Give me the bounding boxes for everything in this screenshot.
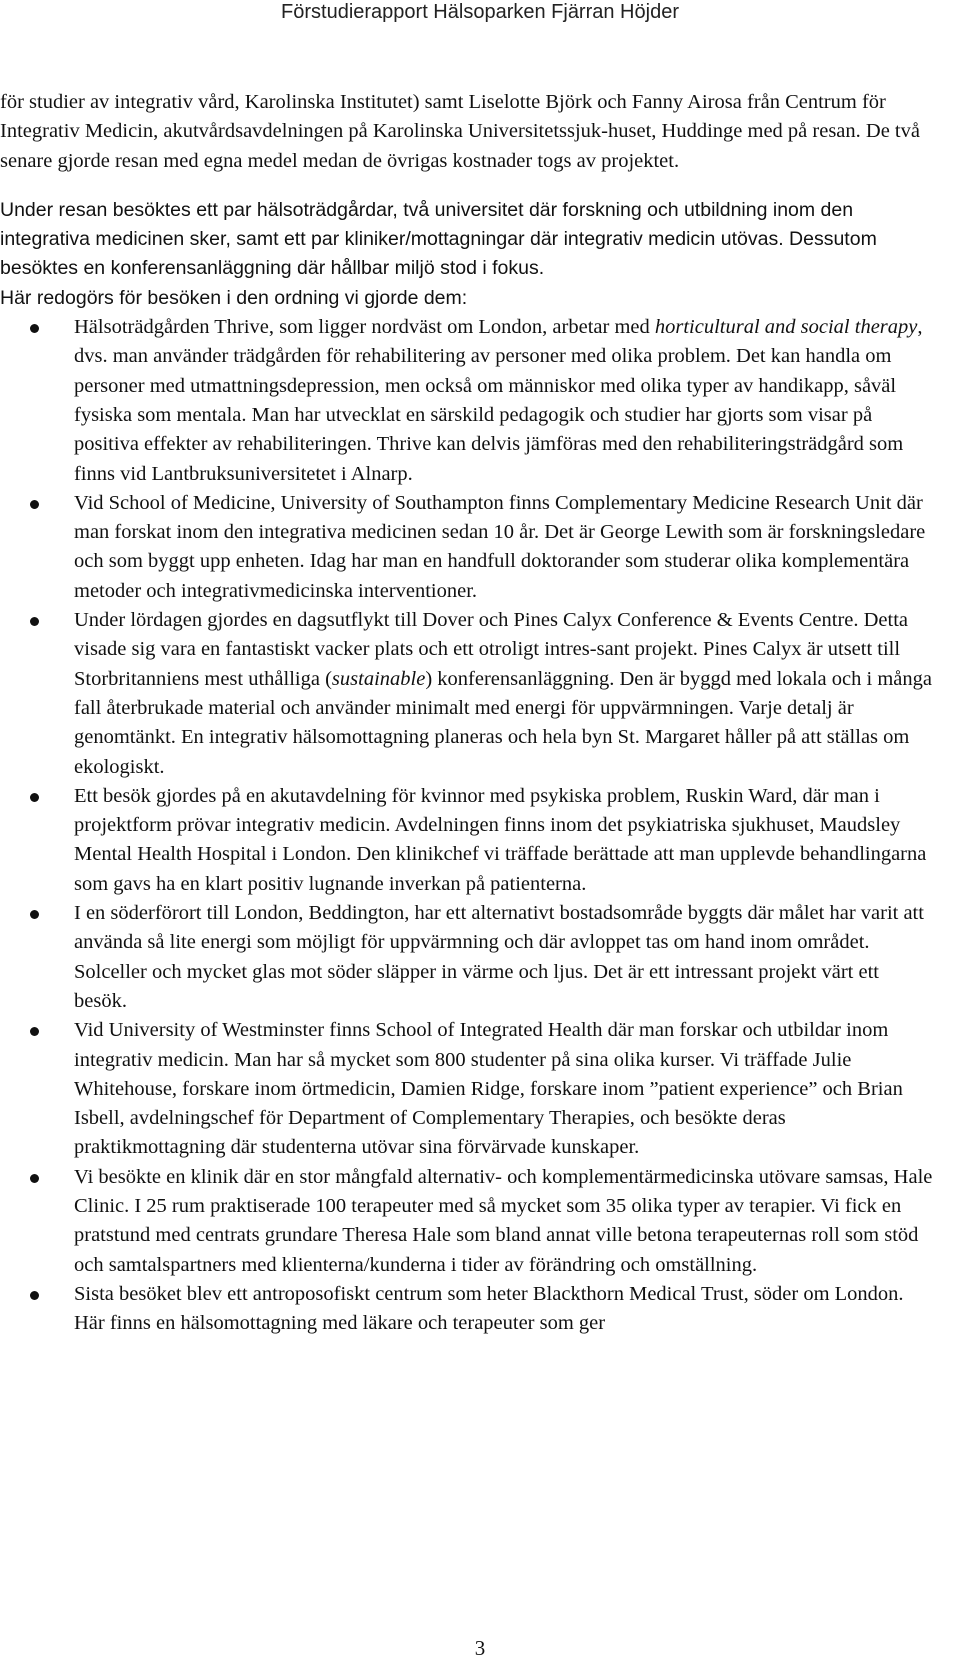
list-item (0, 606, 935, 782)
bullet-icon (30, 500, 39, 509)
list-item (0, 1016, 935, 1162)
emphasized-term: sustainable (331, 667, 426, 690)
bullet-icon (30, 617, 39, 626)
list-item-text: Under lördagen gjordes en dagsutflykt till Dover och Pines Calyx Conference & Events Centre. Detta visade sig vara en fantastiskt vacker plats och ett otroligt intres-sant projekt. Pines Calyx är utsett till Storbritanniens mest uthålliga ( (74, 609, 909, 690)
list-item (0, 489, 935, 606)
bullet-icon (30, 1291, 39, 1300)
body-text (0, 88, 935, 1338)
bullet-icon (30, 324, 39, 333)
list-item-text: , dvs. man använder trädgården för rehabilitering av personer med olika problem. Det kan handla om personer med utmattningsdepression, men också om människor med olika typer av handikapp, såväl fysiska som mentala. Man har utvecklat en särskild pedagogik och studier har gjorts som visar på positiva effekter av rehabiliteringen. Thrive kan delvis jämföras med den rehabiliteringsträdgård som finns vid Lantbruksuniversitetet i Alnarp. (74, 316, 923, 485)
paragraph-list-intro: Här redogörs för besöken i den ordning vi gjorde dem: (0, 286, 468, 309)
bullet-icon (30, 793, 39, 802)
list-item (0, 899, 935, 1016)
page-number: 3 (474, 1636, 486, 1660)
list-item-text: Ett besök gjordes på en akutavdelning för kvinnor med psykiska problem, Ruskin Ward, där man i projektform prövar integrativ medicin. Avdelningen finns inom det psykiatriska sjukhuset, Maudsley Mental Health Hospital i London. Den klinikchef vi träffade berättade att man upplevde behandlingarna som gavs ha en klart positiv lugnande inverkan på patienterna. (74, 784, 927, 895)
list-item-text: Vid University of Westminster finns School of Integrated Health där man forskar och utbildar inom integrativ medicin. Man har så mycket som 800 studenter på sina olika kurser. Vi träffade Julie Whitehouse, forskare inom örtmedicin, Damien Ridge, forskare inom ”patient experience” och Brian Isbell, avdelningschef för Department of Complementary Therapies, och besökte deras praktikmottagning där studenterna utövar sina förvärvade kunskaper. (74, 1019, 903, 1159)
list-item-text: Vid School of Medicine, University of Southampton finns Complementary Medicine Research Unit där man forskat inom den integrativa medicinen sedan 10 år. Det är George Lewith som är forskningsledare och som byggt upp enheten. Idag har man en handfull doktorander som studerar olika komplementära metoder och integrativmedicinska interventioner. (74, 491, 926, 602)
bullet-icon (30, 1027, 39, 1036)
list-item (0, 1280, 935, 1339)
visit-list (0, 313, 935, 1338)
bullet-icon (30, 910, 39, 919)
running-header: Förstudierapport Hälsoparken Fjärran Höjder (281, 1, 679, 23)
list-item (0, 782, 935, 899)
paragraph-spacer (0, 176, 935, 196)
list-item (0, 313, 935, 489)
paragraph-intro: för studier av integrativ vård, Karolinska Institutet) samt Liselotte Björk och Fanny Airosa från Centrum för Integrativ Medicin, akutvårdsavdelningen på Karolinska Universitetssjuk-huset, Huddinge med på resan. De två senare gjorde resan med egna medel medan de övrigas kostnader togs av projektet. (0, 91, 920, 172)
list-item (0, 1163, 935, 1280)
list-item-text: Hälsoträdgården Thrive, som ligger nordväst om London, arbetar med (74, 316, 655, 339)
list-item-text: ) konferensanläggning. Den är byggd med lokala och i många fall återbrukade material och använder minimalt med energi för uppvärmningen. Varje detalj är genomtänkt. En integrativ hälsomottagning planeras och hela byn St. Margaret håller på att ställas om ekologiskt. (74, 667, 932, 778)
list-item-text: I en söderförort till London, Beddington, har ett alternativt bostadsområde byggts där målet har varit att använda så lite energi som möjligt för uppvärmning och där avloppet tas om hand inom området. Solceller och mycket glas mot söder släpper in värme och ljus. Det är ett intressant projekt värt ett besök. (74, 902, 924, 1012)
list-item-text: Sista besöket blev ett antroposofiskt centrum som heter Blackthorn Medical Trust, söder om London. Här finns en hälsomottagning med läkare och terapeuter som ger (74, 1282, 904, 1335)
list-item-text: Vi besökte en klinik där en stor mångfald alternativ- och komplementärmedicinska utövare samsas, Hale Clinic. I 25 rum praktiserade 100 terapeuter med så mycket som 35 olika typer av terapier. Vi fick en pratstund med centrats grundare Theresa Hale som bland annat ville betona terapeuternas roll som stöd och samtalspartners med klienterna/kunderna i tider av förändring och omställning. (74, 1165, 933, 1276)
paragraph-visits-overview: Under resan besöktes ett par hälsoträdgårdar, två universitet där forskning och utbildning inom den integrativa medicinen sker, samt ett par kliniker/mottagningar där integrativ medicin utövas. Dessutom besöktes en konferensanläggning där hållbar miljö stod i fokus. (0, 198, 877, 280)
emphasized-term: horticultural and social therapy (654, 316, 918, 339)
bullet-icon (30, 1174, 39, 1183)
